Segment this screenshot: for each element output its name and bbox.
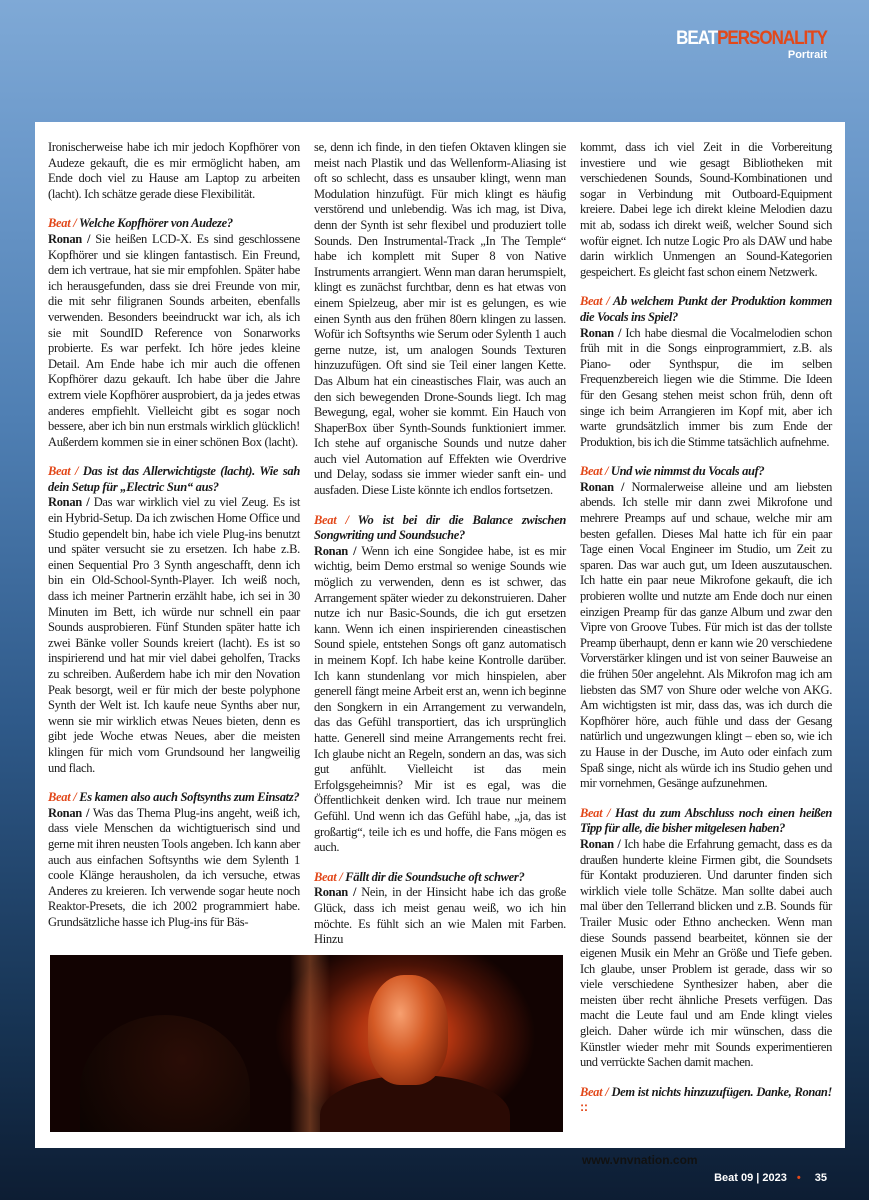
- paragraph-text: kommt, dass ich viel Zeit in die Vorbereitung investiere und wie gesagt Bibliotheken mit verschiedenen Sounds, Sound-Kombinationen und sogar in Verbindung mit Outboard-Equipment kreiere. Dabei lege ich direkt kleine Melodien dazu mit ab, sodass ich direkt weiß, welcher Sound sich wofür eignet. Ich nutze Logic Pro als DAW und habe darin wirklich Unmengen an Sound-Kategorien gespeichert. Es gleicht fast schon einem Netzwerk.: [580, 140, 832, 279]
- interview-question: [580, 1085, 832, 1116]
- interview-question: [48, 216, 300, 232]
- article-column-1: [48, 140, 300, 931]
- speaker-label: Beat /: [580, 805, 611, 820]
- interview-answer: [48, 232, 300, 450]
- speaker-label: Beat /: [48, 790, 77, 805]
- interview-question: [580, 806, 832, 837]
- speaker-label: Ronan /: [48, 805, 90, 820]
- foreground-silhouette: [80, 1015, 250, 1132]
- interview-question: [580, 294, 832, 325]
- speaker-label: Ronan /: [580, 479, 625, 494]
- question-text: Dem ist nichts hinzuzufügen. Danke, Ronan!: [611, 1084, 832, 1099]
- question-text: Fällt dir die Soundsuche oft schwer?: [345, 869, 525, 884]
- interview-answer: [48, 806, 300, 931]
- magazine-brand: [676, 28, 827, 61]
- paragraph: [314, 140, 566, 499]
- speaker-label: Ronan /: [48, 231, 91, 246]
- paragraph-text: Ironischerweise habe ich mir jedoch Kopfhörer von Audeze gekauft, die es mir ermöglicht haben, am Ende doch viel zu Hause am Laptop zu arbeiten (lacht). Ich schätze gerade diese Flexibilität.: [48, 140, 300, 201]
- interview-answer: [314, 544, 566, 856]
- question-text: Und wie nimmst du Vocals auf?: [610, 464, 765, 479]
- interview-question: [580, 464, 832, 480]
- speaker-label: Beat /: [580, 294, 610, 309]
- speaker-label: Beat /: [580, 1084, 609, 1099]
- section-label: Portrait: [787, 49, 827, 61]
- speaker-label: Beat /: [314, 512, 349, 527]
- paragraph-text: se, denn ich finde, in den tiefen Oktaven klingen sie meist nach Plastik und das Wellenform-Aliasing ist oft so schlecht, dass es unsauber klingt, wenn man Modulation hinzufügt. Für mich klingt es häufig verstörend und unlebendig. Was ich mag, ist Diva, denn der Synth ist sehr flexibel und produziert tolle Sounds. Den Instrumental-Track „In The Temple“ habe ich komplett mit Super 8 von Native Instruments arrangiert. Wenn man daran herumspielt, klingt es zunächst furchtbar, denn es hat etwas von einem Spielzeug, aber mir ist es gelungen, es wie einen Synth aus den frühen 80ern klingen zu lassen. Wofür ich Softsynths wie Serum oder Sylenth 1 auch gerne nutze, ist, um analogen Sounds Texturen hinzuzufügen. Oft sind sie Teil einer langen Kette. Das Album hat ein cineastisches Flair, was auch an den sich bewegenden Drone-Sounds liegt. Ich mag Bewegung, egal, woher sie kommt. Ein Hauch von ShaperBox über Synth-Sounds funktioniert immer. Ich stehe auf organische Sounds und nutze daher auch viel Automation auf Effekten wie Overdrive und Delay, sodass sie immer wieder sanft ein- und ausfaden. Diese Liste könnte ich endlos fortsetzen.: [314, 140, 566, 498]
- interview-answer: [580, 837, 832, 1071]
- answer-text: Sie heißen LCD-X. Es sind geschlossene Kopfhörer und sie klingen fantastisch. Ein Freund, dem ich vertraue, hat sie mir empfohlen. Später habe ich herausgefunden, dass sie drei Freunde von mir, die mit sehr filigranen Sounds arbeiten, ebenfalls verwenden. Besonders beeindruckt war ich, als ich sie mit SoundID Reference von Sonarworks probierte. Es war perfekt. Ich höre jedes kleine Detail. Am Ende habe ich mir auch die offenen Kopfhörer dazu gekauft. Ich habe über die Jahre extrem viele Kopfhörer ausprobiert, da ja jedes etwas anderes empfiehlt. Vielleicht gibt es sogar noch bessere, aber ich bin nun erstmals wirklich glücklich! Außerdem kommen sie in einer schönen Box (lacht).: [48, 231, 300, 449]
- question-text: Ab welchem Punkt der Produktion kommen die Vocals ins Spiel?: [580, 294, 833, 324]
- question-text: Hast du zum Abschluss noch einen heißen Tipp für alle, die bisher mitgelesen haben?: [580, 805, 832, 836]
- page-number: 35: [814, 1172, 827, 1184]
- interview-answer: [580, 480, 832, 792]
- speaker-label: Beat /: [580, 464, 609, 479]
- speaker-label: Beat /: [48, 464, 79, 479]
- answer-text: Ich habe die Erfahrung gemacht, dass es da draußen hunderte kleine Firmen gibt, die Soundsets für Kontakt produzieren. Und darunter finden sich wirklich viele tolle Schätze. Man sollte dabei auch mal über den Tellerrand blicken und z.B. Sounds für Trailer Music oder Ethno anchecken. Wenn man diese Sounds passend bearbeitet, können sie der eigenen Musik ein Mehr an Größe und Tiefe geben. Ich glaube, unser Problem ist gerade, dass wir so viele verschiedene Synthesizer haben, aber die meisten über recht ähnliche Presets verfügen. Das macht die Leute faul und am Ende klingt vieles gleich. Daher würde ich mir wünschen, dass die Künstler wieder mehr mit Sounds experimentieren und verrückte Sachen damit machen.: [580, 836, 832, 1070]
- answer-text: Nein, in der Hinsicht habe ich das große Glück, dass ich meist genau weiß, wo ich hin möchte. Es fühlt sich an wie Malen mit Farben. Hinzu: [314, 885, 566, 947]
- beat-personality-logo: BEATPERSONALITY: [676, 26, 827, 49]
- interview-question: [314, 513, 566, 544]
- article-column-2: [314, 140, 566, 948]
- answer-text: Normalerweise alleine und am liebsten abends. Ich stelle mir dann zwei Mikrofone und mehrere Preamps auf und schaue, welche mir am besten gefallen. Dieses Mal hatte ich für ein paar Tage einen Vocal Engineer im Studio, um Zeit zu sparen. Das war auch gut, um Ideen auszutauschen. Ich hatte ein paar neue Mikrofone gekauft, die ich probieren wollte und nutzte am Ende doch nur einen einzigen Preamp für das ganze Album und zwar den Vipre von Groove Tubes. Für mich ist das der tollste Preamp überhaupt, denn er kann wie 20 verschiedene Vorverstärker klingen und ist von seiner Bauweise an die frühen 50er angelehnt. Als Mikrofon mag ich am liebsten das SM7 von Shure oder welche von AKG. Am wichtigsten ist mir, dass das, was ich durch die Kopfhörer höre, auch fühle und dass der Gesang natürlich und ungezwungen klingt – eben so, wie ich zu Hause in der Dusche, im Auto oder einfach zum Spaß singe, nicht als würde ich ins Studio gehen und mir vornehmen, Gesänge aufzunehmen.: [580, 479, 832, 791]
- speaker-label: Beat /: [48, 216, 77, 231]
- end-mark-icon: ::: [580, 1100, 588, 1115]
- paragraph: [580, 140, 832, 280]
- answer-text: Wenn ich eine Songidee habe, ist es mir wichtig, beim Demo erstmal so wenige Sounds wie möglich zu verwenden, denn es ist schwer, das Arrangement später wieder zu dekonstruieren. Daher nutze ich nur Basic-Sounds, die ich gut ersetzen kann. Wenn ich einen inspirierenden cineastischen Sound spiele, entstehen Songs oft ganz automatisch in meinem Kopf. Ich habe keine Kontrolle darüber. Ich kann stundenlang vor mich hinspielen, aber generell fängt meine Arbeit erst an, wenn ich beginne den Songkern in ein Arrangement zu verwandeln, das das Gefühl transportiert, das ich ursprünglich hatte. Generell sind meine Arrangements recht frei. Ich glaube nicht an Regeln, sondern an das, was sich gut anfühlt. Vielleicht ist das mein Erfolgsgeheimnis? Mir ist es egal, was die Öffentlichkeit denken wird. Ich traue nur meinem Gefühl. Und wenn ich das Gefühl habe, „ja, das ist großartig“, teile ich es und hoffe, die Fans mögen es auch.: [314, 543, 566, 855]
- speaker-label: Ronan /: [580, 836, 621, 851]
- speaker-label: Ronan /: [314, 885, 357, 900]
- article-column-3: [580, 140, 832, 1130]
- interview-question: [48, 464, 300, 495]
- website-url[interactable]: www.vnvnation.com: [582, 1153, 698, 1167]
- interview-question: [48, 790, 300, 806]
- page-folio: [714, 1172, 827, 1184]
- speaker-label: Beat /: [314, 869, 343, 884]
- speaker-label: Ronan /: [580, 325, 622, 340]
- interview-answer: [314, 885, 566, 947]
- question-text: Das ist das Allerwichtigste (lacht). Wie sah dein Setup für „Electric Sun“ aus?: [48, 464, 300, 494]
- artist-face: [368, 975, 448, 1085]
- interview-answer: [580, 326, 832, 451]
- question-text: Welche Kopfhörer von Audeze?: [79, 216, 233, 231]
- separator-dot: •: [796, 1172, 801, 1184]
- interview-question: [314, 870, 566, 886]
- issue-label: Beat 09 | 2023: [714, 1172, 787, 1184]
- answer-text: Ich habe diesmal die Vocalmelodien schon früh mit in die Songs einprogrammiert, z.B. als Piano- oder Synthspur, die im selben Frequenzbereich liegen wie die Stimme. Die Ideen für den Gesang stehen meist schon früh, denn oft singe ich beim Arrangieren im Kopf mit, aber ich warte grundsätzlich immer bis zum Ende der Produktion, bis ich die Stimme tatsächlich aufnehme.: [580, 325, 832, 449]
- speaker-label: Ronan /: [314, 543, 357, 558]
- speaker-label: Ronan /: [48, 495, 90, 510]
- answer-text: Was das Thema Plug-ins angeht, weiß ich, dass viele Menschen da wichtigtuerisch sind und gerne mit ihren neusten Tools angeben. Ich kann aber auch aus einfachen Softsynths wie dem Sylenth 1 coole Klänge herausholen, da ich versuche, etwas Anderes zu kreieren. Ich verwende sogar heute noch Reaktor-Presets, die ich 2002 programmiert habe. Grundsätzliche hasse ich Plug-ins für Bäs-: [48, 805, 300, 929]
- artist-photo: [50, 955, 563, 1132]
- question-text: Es kamen also auch Softsynths zum Einsatz?: [79, 790, 300, 805]
- question-text: Wo ist bei dir die Balance zwischen Songwriting und Soundsuche?: [314, 512, 566, 543]
- interview-answer: [48, 495, 300, 776]
- answer-text: Das war wirklich viel zu viel Zeug. Es ist ein Hybrid-Setup. Da ich zwischen Home Office und Studio gependelt bin, habe ich viele Plug-ins benutzt und später versucht sie zu ersetzen. Ich habe z.B. einen Sequential Pro 3 Synth angeschafft, denn ich bin ein Old-School-Synth-Player. Ich weiß noch, dass ich meiner Partnerin erzählt habe, ich sei in 30 Minuten im Bett, ich würde nur schnell ein paar Sounds ausprobieren. Fünf Stunden später hatte ich zwei Bänke voller Sounds kreiert (lacht). Es ist so inspirierend und hat mir viel dabei geholfen, Tracks zu schreiben. Außerdem habe ich mir den Novation Peak besorgt, weil er für mich der beste polyphone Synth der Welt ist. Ich kaufe neue Synths aber nur, wenn sie mir wirklich etwas Neues bieten, denn es gibt jede Woche etwas Neues, aber die meisten klingen für mich vom Grundsound her langweilig und flach.: [48, 495, 301, 775]
- paragraph: [48, 140, 300, 202]
